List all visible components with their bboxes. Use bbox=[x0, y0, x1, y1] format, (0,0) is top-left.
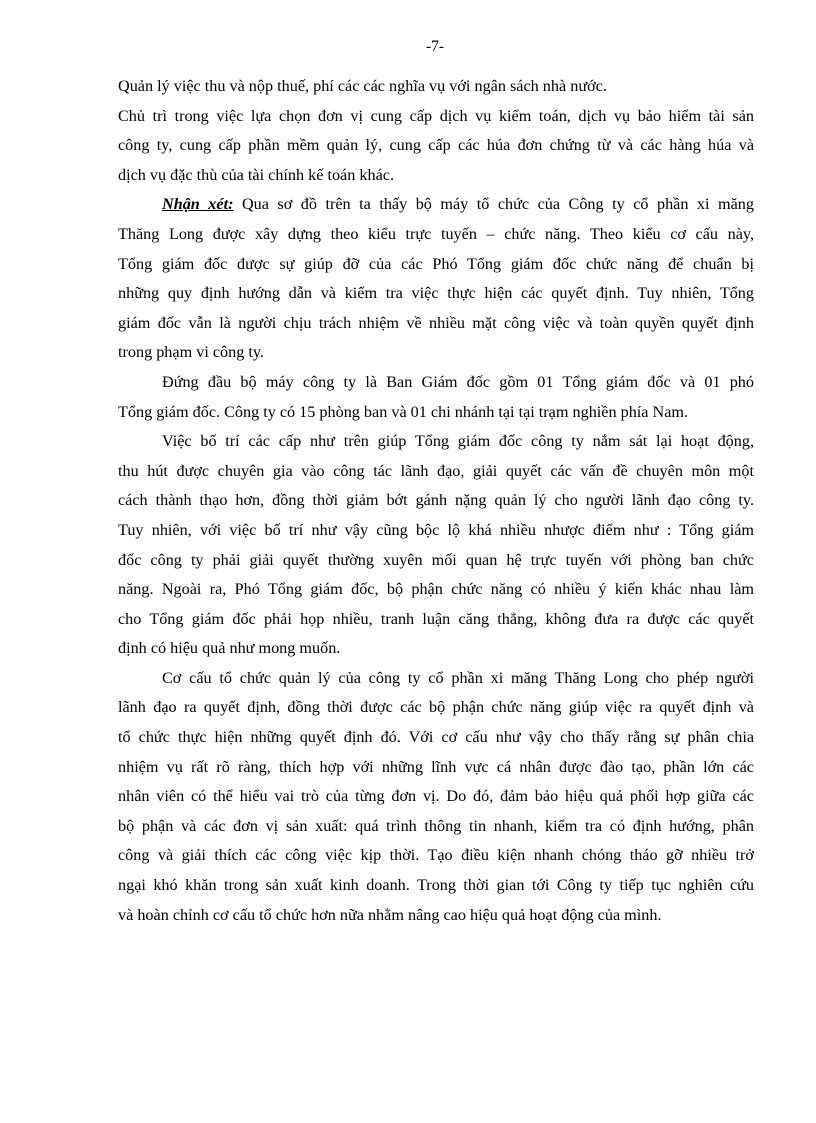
text-line: Việc bố trí các cấp như trên giúp Tổng giám đốc công ty nắm sát lại hoạt động, bbox=[162, 432, 754, 451]
text-run: Qua sơ đồ trên ta thấy bộ máy tổ chức của Công ty cổ phần xi măng bbox=[233, 195, 754, 214]
text-line: bộ phận và các đơn vị sản xuất: quá trình thông tin nhanh, kiểm tra có định hướng, phân bbox=[118, 816, 754, 835]
text-line: và hoàn chỉnh cơ cấu tổ chức hơn nữa nhằm nâng cao hiệu quả hoạt động của mình. bbox=[118, 905, 662, 924]
text-line: năng. Ngoài ra, Phó Tổng giám đốc, bộ phận chức năng có nhiều ý kiến khác nhau làm bbox=[118, 580, 754, 599]
text-line: lãnh đạo ra quyết định, đồng thời được các bộ phận chức năng giúp việc ra quyết định và bbox=[118, 698, 754, 717]
paragraph bbox=[118, 102, 754, 191]
text-line: công và giải thích các công việc kịp thời. Tạo điều kiện nhanh chóng tháo gỡ nhiều trở bbox=[118, 846, 754, 865]
text-line: Tuy nhiên, với việc bố trí như vậy cũng bộc lộ khá nhiều nhược điểm như : Tổng giám bbox=[118, 520, 754, 539]
text-line: Thăng Long được xây dựng theo kiểu trực tuyến – chức năng. Theo kiểu cơ cấu này, bbox=[118, 224, 754, 243]
text-line: những quy định hướng dẫn và kiểm tra việc thực hiện các quyết định. Tuy nhiên, Tổng bbox=[118, 284, 754, 303]
text-line: tổ chức thực hiện những quyết định đó. Với cơ cấu như vậy cho thấy rằng sự phân chia bbox=[118, 728, 754, 747]
text-line: định có hiệu quả như mong muốn. bbox=[118, 639, 341, 658]
text-line: thu hút được chuyên gia vào công tác lãnh đạo, giải quyết các vấn đề chuyên môn một bbox=[118, 461, 754, 480]
text-line: nhân viên có thể hiểu vai trò của từng đơn vị. Do đó, đảm bảo hiệu quả phối hợp giữa các bbox=[118, 787, 754, 806]
text-line: Tổng giám đốc. Công ty có 15 phòng ban và 01 chi nhánh tại tại trạm nghiền phía Nam. bbox=[118, 402, 689, 421]
text-line: giám đốc vẫn là người chịu trách nhiệm về nhiều mặt công việc và toàn quyền quyết định bbox=[118, 313, 754, 332]
text-line: Cơ cấu tổ chức quản lý của công ty cổ phần xi măng Thăng Long cho phép người bbox=[162, 668, 754, 687]
text-line: Quản lý việc thu và nộp thuế, phí các các nghĩa vụ với ngân sách nhà nước. bbox=[118, 77, 607, 95]
paragraph bbox=[118, 190, 754, 368]
text-line: công ty, cung cấp phần mềm quản lý, cung cấp các húa đơn chứng từ và các hàng húa và bbox=[118, 136, 754, 155]
paragraph bbox=[118, 72, 754, 102]
text-line bbox=[118, 190, 754, 220]
paragraph bbox=[118, 427, 754, 664]
text-line: trong phạm vi công ty. bbox=[118, 343, 264, 362]
text-line: Đứng đầu bộ máy công ty là Ban Giám đốc gồm 01 Tổng giám đốc và 01 phó bbox=[162, 372, 754, 391]
text-line: cho Tổng giám đốc phải họp nhiều, tranh luận căng thẳng, không đưa ra được các quyết bbox=[118, 609, 754, 628]
paragraph bbox=[118, 368, 754, 427]
remark-label: Nhận xét: bbox=[162, 195, 234, 214]
document-body bbox=[118, 72, 754, 930]
paragraph bbox=[118, 664, 754, 930]
text-line: Chủ trì trong việc lựa chọn đơn vị cung cấp dịch vụ kiểm toán, dịch vụ bảo hiểm tài sản bbox=[118, 106, 754, 125]
text-line: dịch vụ đặc thù của tài chính kế toán khác. bbox=[118, 165, 394, 184]
text-line: Tổng giám đốc được sự giúp đỡ của các Phó Tổng giám đốc chức năng để chuẩn bị bbox=[118, 254, 754, 273]
text-line: cách thành thạo hơn, đồng thời giảm bớt gánh nặng quản lý cho người lãnh đạo công ty. bbox=[118, 491, 754, 510]
text-line: ngại khó khăn trong sản xuất kinh doanh. Trong thời gian tới Công ty tiếp tục nghiên cứu bbox=[118, 876, 754, 895]
text-line: đốc công ty phải giải quyết thường xuyên mối quan hệ trực tuyến với phòng ban chức bbox=[118, 550, 754, 569]
text-line: nhiệm vụ rất rõ ràng, thích hợp với những lĩnh vực cá nhân được đào tạo, phần lớn các bbox=[118, 757, 754, 776]
page-number: -7- bbox=[425, 38, 445, 55]
